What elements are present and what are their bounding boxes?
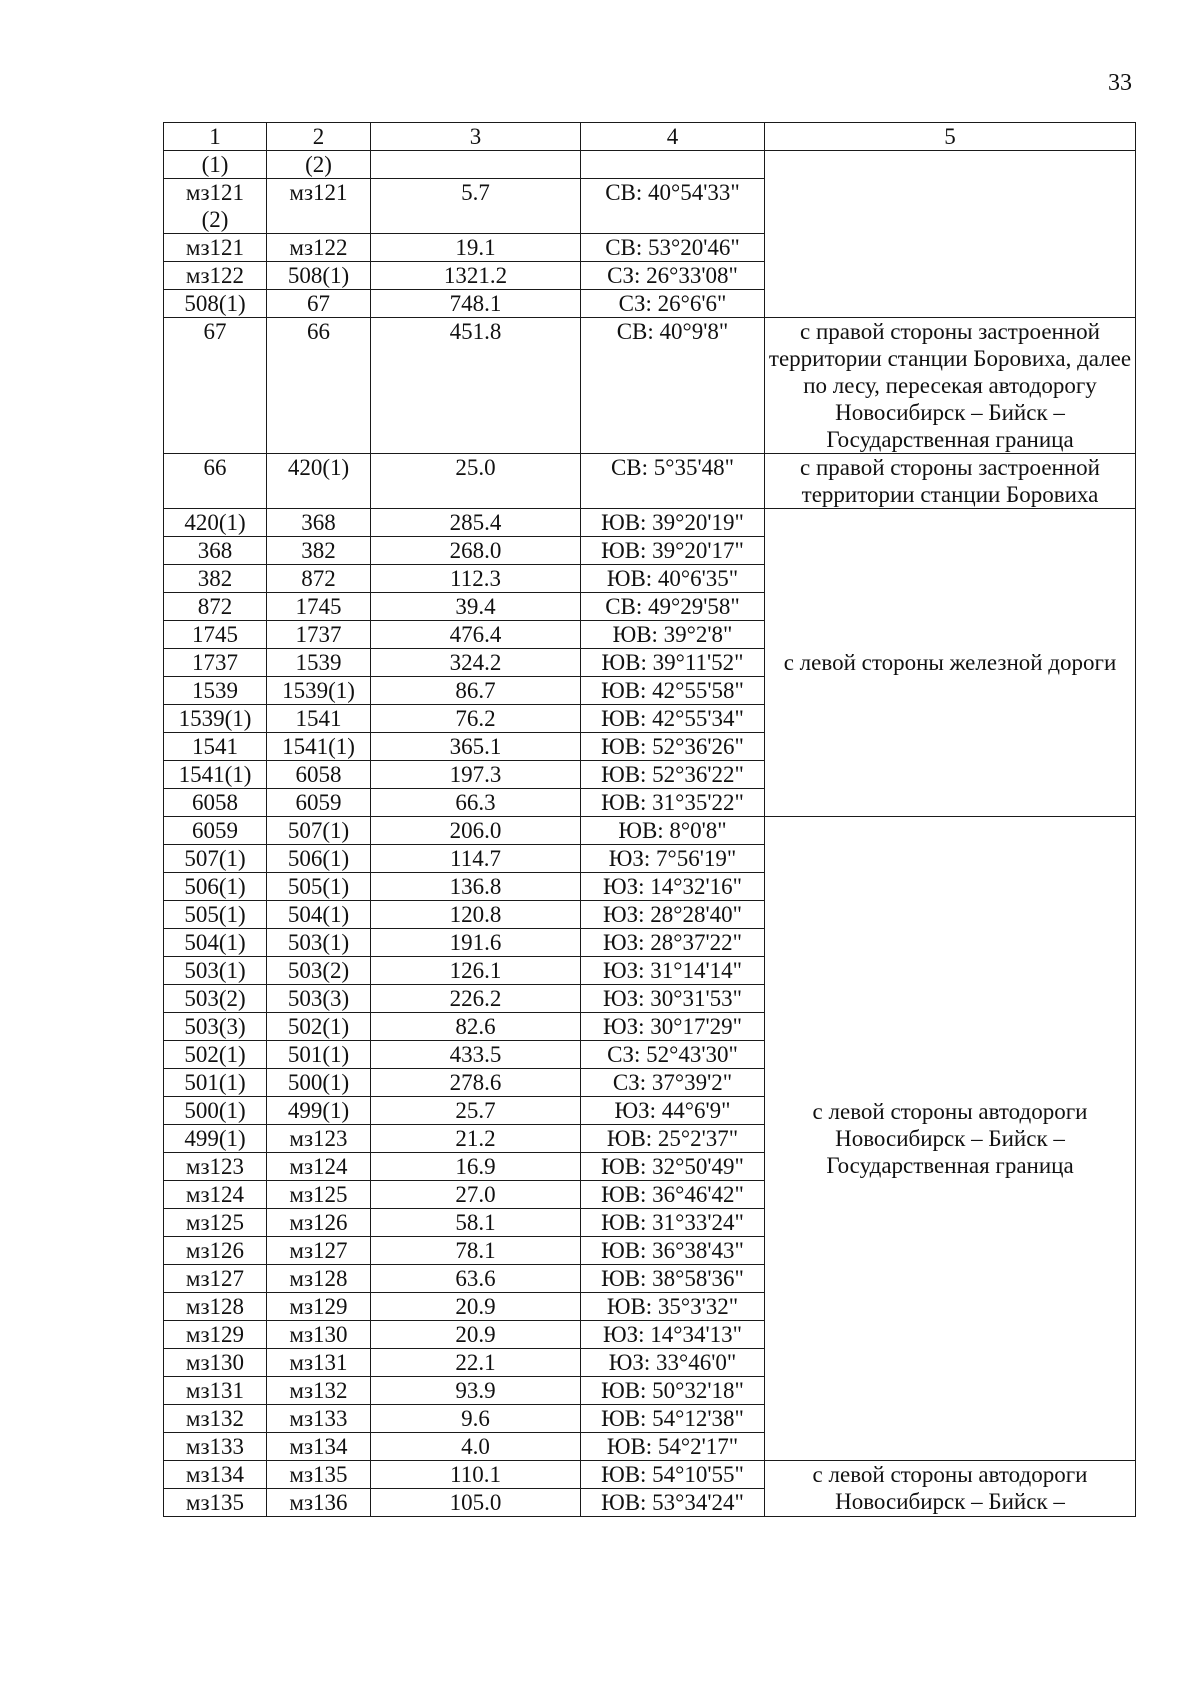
length-cell: 22.1	[371, 1349, 581, 1377]
to-point-cell: 506(1)	[267, 845, 371, 873]
from-point-cell: 504(1)	[164, 929, 267, 957]
from-point-cell: мз121 (2)	[164, 179, 267, 234]
length-cell: 63.6	[371, 1265, 581, 1293]
to-point-cell: 1737	[267, 621, 371, 649]
direction-cell: СЗ: 52°43'30"	[581, 1041, 765, 1069]
length-cell: 136.8	[371, 873, 581, 901]
to-point-cell: 508(1)	[267, 262, 371, 290]
length-cell: 433.5	[371, 1041, 581, 1069]
to-point-cell: мз130	[267, 1321, 371, 1349]
from-point-cell: мз128	[164, 1293, 267, 1321]
to-point-cell: мз124	[267, 1153, 371, 1181]
to-point-cell: 503(2)	[267, 957, 371, 985]
from-point-cell: мз122	[164, 262, 267, 290]
length-cell: 114.7	[371, 845, 581, 873]
from-point-cell: 1539	[164, 677, 267, 705]
direction-cell: ЮВ: 31°35'22"	[581, 789, 765, 817]
to-point-cell: (2)	[267, 151, 371, 179]
from-point-cell: мз134	[164, 1461, 267, 1489]
boundary-description-cell: с левой стороны автодороги Новосибирск – Бийск –	[765, 1461, 1136, 1517]
from-point-cell: мз129	[164, 1321, 267, 1349]
length-cell: 19.1	[371, 234, 581, 262]
direction-cell: ЮВ: 36°38'43"	[581, 1237, 765, 1265]
direction-cell: СВ: 40°54'33"	[581, 179, 765, 234]
from-point-cell: 503(3)	[164, 1013, 267, 1041]
length-cell: 25.7	[371, 1097, 581, 1125]
to-point-cell: мз125	[267, 1181, 371, 1209]
direction-cell: ЮВ: 36°46'42"	[581, 1181, 765, 1209]
boundary-description-cell: с правой стороны застроенной территории станции Боровиха, далее по лесу, пересекая автодорогу Новосибирск – Бийск – Государственная граница	[765, 318, 1136, 454]
to-point-cell: мз127	[267, 1237, 371, 1265]
direction-cell: ЮВ: 54°2'17"	[581, 1433, 765, 1461]
direction-cell: ЮЗ: 31°14'14"	[581, 957, 765, 985]
length-cell: 451.8	[371, 318, 581, 454]
length-cell: 20.9	[371, 1293, 581, 1321]
length-cell: 66.3	[371, 789, 581, 817]
length-cell	[371, 151, 581, 179]
length-cell: 86.7	[371, 677, 581, 705]
table-row	[164, 151, 1136, 179]
to-point-cell: 66	[267, 318, 371, 454]
to-point-cell: мз134	[267, 1433, 371, 1461]
header-cell: 1	[164, 123, 267, 151]
to-point-cell: 1745	[267, 593, 371, 621]
page-number: 33	[1108, 70, 1132, 96]
to-point-cell: 501(1)	[267, 1041, 371, 1069]
length-cell: 82.6	[371, 1013, 581, 1041]
to-point-cell: мз131	[267, 1349, 371, 1377]
from-point-cell: мз135	[164, 1489, 267, 1517]
length-cell: 197.3	[371, 761, 581, 789]
to-point-cell: мз128	[267, 1265, 371, 1293]
table-row	[164, 817, 1136, 845]
from-point-cell: мз123	[164, 1153, 267, 1181]
from-point-cell: 505(1)	[164, 901, 267, 929]
direction-cell: СВ: 49°29'58"	[581, 593, 765, 621]
length-cell: 76.2	[371, 705, 581, 733]
direction-cell: ЮЗ: 28°37'22"	[581, 929, 765, 957]
from-point-cell: 499(1)	[164, 1125, 267, 1153]
length-cell: 9.6	[371, 1405, 581, 1433]
from-point-cell: 500(1)	[164, 1097, 267, 1125]
from-point-cell: 1737	[164, 649, 267, 677]
to-point-cell: 507(1)	[267, 817, 371, 845]
direction-cell: ЮВ: 54°12'38"	[581, 1405, 765, 1433]
length-cell: 324.2	[371, 649, 581, 677]
length-cell: 21.2	[371, 1125, 581, 1153]
direction-cell: ЮВ: 8°0'8"	[581, 817, 765, 845]
direction-cell: ЮВ: 25°2'37"	[581, 1125, 765, 1153]
to-point-cell: 872	[267, 565, 371, 593]
length-cell: 93.9	[371, 1377, 581, 1405]
direction-cell: СВ: 5°35'48"	[581, 454, 765, 509]
direction-cell: ЮЗ: 14°34'13"	[581, 1321, 765, 1349]
header-cell: 4	[581, 123, 765, 151]
table-row	[164, 509, 1136, 537]
to-point-cell: 504(1)	[267, 901, 371, 929]
to-point-cell: 1539	[267, 649, 371, 677]
to-point-cell: мз122	[267, 234, 371, 262]
length-cell: 20.9	[371, 1321, 581, 1349]
boundary-description-cell	[765, 151, 1136, 318]
to-point-cell: мз135	[267, 1461, 371, 1489]
direction-cell: ЮВ: 32°50'49"	[581, 1153, 765, 1181]
from-point-cell: 6058	[164, 789, 267, 817]
direction-cell: ЮВ: 54°10'55"	[581, 1461, 765, 1489]
direction-cell: ЮВ: 31°33'24"	[581, 1209, 765, 1237]
from-point-cell: 503(2)	[164, 985, 267, 1013]
to-point-cell: 368	[267, 509, 371, 537]
length-cell: 226.2	[371, 985, 581, 1013]
to-point-cell: мз123	[267, 1125, 371, 1153]
to-point-cell: 499(1)	[267, 1097, 371, 1125]
from-point-cell: 506(1)	[164, 873, 267, 901]
from-point-cell: 382	[164, 565, 267, 593]
length-cell: 476.4	[371, 621, 581, 649]
from-point-cell: 501(1)	[164, 1069, 267, 1097]
from-point-cell: 420(1)	[164, 509, 267, 537]
direction-cell: ЮЗ: 30°17'29"	[581, 1013, 765, 1041]
from-point-cell: 502(1)	[164, 1041, 267, 1069]
direction-cell: ЮЗ: 7°56'19"	[581, 845, 765, 873]
to-point-cell: мз129	[267, 1293, 371, 1321]
direction-cell: ЮЗ: 44°6'9"	[581, 1097, 765, 1125]
to-point-cell: 1541	[267, 705, 371, 733]
to-point-cell: мз133	[267, 1405, 371, 1433]
header-cell: 3	[371, 123, 581, 151]
length-cell: 278.6	[371, 1069, 581, 1097]
from-point-cell: мз127	[164, 1265, 267, 1293]
direction-cell: ЮВ: 52°36'22"	[581, 761, 765, 789]
to-point-cell: 382	[267, 537, 371, 565]
header-cell: 2	[267, 123, 371, 151]
direction-cell: ЮВ: 40°6'35"	[581, 565, 765, 593]
to-point-cell: 503(1)	[267, 929, 371, 957]
direction-cell: ЮВ: 42°55'58"	[581, 677, 765, 705]
length-cell: 105.0	[371, 1489, 581, 1517]
from-point-cell: 368	[164, 537, 267, 565]
to-point-cell: мз132	[267, 1377, 371, 1405]
direction-cell: ЮВ: 53°34'24"	[581, 1489, 765, 1517]
boundary-description-cell: с правой стороны застроенной территории станции Боровиха	[765, 454, 1136, 509]
length-cell: 748.1	[371, 290, 581, 318]
from-point-cell: (1)	[164, 151, 267, 179]
from-point-cell: 503(1)	[164, 957, 267, 985]
direction-cell: ЮВ: 38°58'36"	[581, 1265, 765, 1293]
direction-cell: ЮЗ: 28°28'40"	[581, 901, 765, 929]
to-point-cell: 420(1)	[267, 454, 371, 509]
direction-cell: СЗ: 26°6'6"	[581, 290, 765, 318]
from-point-cell: 508(1)	[164, 290, 267, 318]
to-point-cell: 503(3)	[267, 985, 371, 1013]
length-cell: 5.7	[371, 179, 581, 234]
boundary-description-cell: с левой стороны автодороги Новосибирск – Бийск – Государственная граница	[765, 817, 1136, 1461]
to-point-cell: 505(1)	[267, 873, 371, 901]
to-point-cell: 1539(1)	[267, 677, 371, 705]
length-cell: 285.4	[371, 509, 581, 537]
length-cell: 78.1	[371, 1237, 581, 1265]
to-point-cell: 500(1)	[267, 1069, 371, 1097]
direction-cell: ЮВ: 35°3'32"	[581, 1293, 765, 1321]
length-cell: 206.0	[371, 817, 581, 845]
direction-cell: ЮЗ: 33°46'0"	[581, 1349, 765, 1377]
direction-cell: СЗ: 26°33'08"	[581, 262, 765, 290]
from-point-cell: 1541(1)	[164, 761, 267, 789]
direction-cell: ЮЗ: 14°32'16"	[581, 873, 765, 901]
from-point-cell: мз125	[164, 1209, 267, 1237]
from-point-cell: мз124	[164, 1181, 267, 1209]
length-cell: 120.8	[371, 901, 581, 929]
length-cell: 112.3	[371, 565, 581, 593]
to-point-cell: мз136	[267, 1489, 371, 1517]
table-row	[164, 454, 1136, 509]
length-cell: 126.1	[371, 957, 581, 985]
from-point-cell: мз130	[164, 1349, 267, 1377]
to-point-cell: 6058	[267, 761, 371, 789]
direction-cell: ЮВ: 39°11'52"	[581, 649, 765, 677]
direction-cell: ЮВ: 39°2'8"	[581, 621, 765, 649]
to-point-cell: 6059	[267, 789, 371, 817]
direction-cell: ЮВ: 50°32'18"	[581, 1377, 765, 1405]
header-cell: 5	[765, 123, 1136, 151]
boundary-description-cell: с левой стороны железной дороги	[765, 509, 1136, 817]
header-row	[164, 123, 1136, 151]
table-row	[164, 318, 1136, 454]
direction-cell: ЮВ: 39°20'19"	[581, 509, 765, 537]
from-point-cell: 67	[164, 318, 267, 454]
length-cell: 110.1	[371, 1461, 581, 1489]
from-point-cell: 6059	[164, 817, 267, 845]
from-point-cell: 1541	[164, 733, 267, 761]
length-cell: 25.0	[371, 454, 581, 509]
length-cell: 365.1	[371, 733, 581, 761]
length-cell: 58.1	[371, 1209, 581, 1237]
direction-cell: ЮВ: 52°36'26"	[581, 733, 765, 761]
from-point-cell: мз126	[164, 1237, 267, 1265]
to-point-cell: 1541(1)	[267, 733, 371, 761]
direction-cell: ЮВ: 39°20'17"	[581, 537, 765, 565]
direction-cell: ЮВ: 42°55'34"	[581, 705, 765, 733]
direction-cell: СВ: 40°9'8"	[581, 318, 765, 454]
boundary-table	[163, 122, 1136, 1517]
from-point-cell: мз133	[164, 1433, 267, 1461]
to-point-cell: мз121	[267, 179, 371, 234]
from-point-cell: 1539(1)	[164, 705, 267, 733]
to-point-cell: 67	[267, 290, 371, 318]
length-cell: 1321.2	[371, 262, 581, 290]
from-point-cell: 872	[164, 593, 267, 621]
to-point-cell: мз126	[267, 1209, 371, 1237]
direction-cell	[581, 151, 765, 179]
from-point-cell: 507(1)	[164, 845, 267, 873]
to-point-cell: 502(1)	[267, 1013, 371, 1041]
length-cell: 191.6	[371, 929, 581, 957]
from-point-cell: 1745	[164, 621, 267, 649]
from-point-cell: мз132	[164, 1405, 267, 1433]
length-cell: 39.4	[371, 593, 581, 621]
direction-cell: ЮЗ: 30°31'53"	[581, 985, 765, 1013]
length-cell: 4.0	[371, 1433, 581, 1461]
direction-cell: СВ: 53°20'46"	[581, 234, 765, 262]
direction-cell: СЗ: 37°39'2"	[581, 1069, 765, 1097]
length-cell: 16.9	[371, 1153, 581, 1181]
from-point-cell: 66	[164, 454, 267, 509]
from-point-cell: мз121	[164, 234, 267, 262]
from-point-cell: мз131	[164, 1377, 267, 1405]
length-cell: 268.0	[371, 537, 581, 565]
length-cell: 27.0	[371, 1181, 581, 1209]
table-row	[164, 1461, 1136, 1489]
